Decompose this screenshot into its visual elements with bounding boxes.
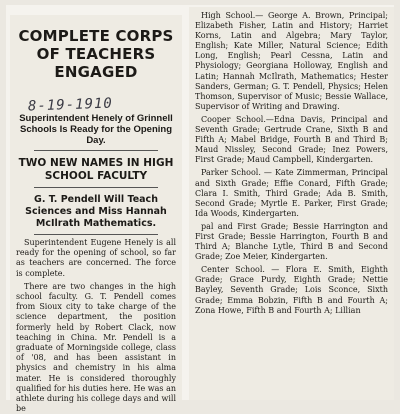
paragraph: Parker School. — Kate Zimmerman, Principal and Sixth Grade; Effie Conard, Fifth Grade; Clara I. Smith, Third Grade; Ada B. Smith, Second Grade; Myrtle E. Parker, First Grade; Ida Woods, Kindergarten.: [195, 168, 388, 218]
headline: COMPLETE CORPS OF TEACHERS ENGAGED: [18, 27, 174, 81]
deck: Superintendent Henely of Grinnell Schools Is Ready for the Opening Day.: [19, 113, 173, 146]
divider: [34, 234, 158, 235]
page-background: [6, 5, 394, 414]
paragraph: High School.— George A. Brown, Principal; Elizabeth Fisher, Latin and History; Harriet Korns, Latin and Algebra; Mary Taylor, English; Kate Miller, Natural Science; Edith Long, English; Pearl Cessna, Latin and Physiology; Georgiana Holloway, English and Latin; Hannah McIlrath, Mathematics; Hester Sanders, German; G. T. Pendell, Physics; Helen Thomson, Supervisor of Music; Bessie Wallace, Supervisor of Writing and Drawing.: [195, 11, 388, 111]
divider: [34, 150, 158, 151]
handwritten-date: 8-19-1910: [27, 95, 114, 115]
paragraph: pal and First Grade; Bessie Harrington and First Grade; Bessie Harrington, Fourth B and Third A; Blanche Lytle, Third B and Second Grade; Zoe Meier, Kindergarten.: [195, 221, 388, 262]
paragraph: Cooper School.—Edna Davis, Principal and Seventh Grade; Gertrude Crane, Sixth B and Fifth A; Mabel Bridge, Fourth B and Third B; Maud Nissley, Second Grade; Inez Powers, First Grade; Maud Campbell, Kindergarten.: [195, 114, 388, 165]
clipping-left: [10, 15, 182, 414]
paragraph: Center School. — Flora E. Smith, Eighth Grade; Grace Purdy, Eighth Grade; Nettie Bayley, Seventh Grade; Lois Sconce, Sixth Grade; Emma Bobzin, Fifth B and Fourth A; Zona Howe, Fifth B and Fourth A; Lillian: [195, 265, 388, 315]
paragraph: Superintendent Eugene Henely is all ready for the opening of school, so far as teachers are concerned. The force is complete.: [16, 238, 176, 278]
subhead-pendell: G. T. Pendell Will Teach Sciences and Miss Hannah McIlrath Mathematics.: [25, 194, 167, 229]
subhead-faculty: TWO NEW NAMES IN HIGH SCHOOL FACULTY: [18, 157, 174, 182]
divider: [34, 187, 158, 188]
paragraph: There are two changes in the high school faculty. G. T. Pendell comes from Sioux city to take charge of the science department, the position formerly held by Robert Clack, now teaching in China. Mr. Pendell is a graduate of Morningside college, class of '08, and has been assistant in physics and chemistry in his alma mater. He is considered thoroughly qualified for his duties here. He was an athlete during his college days and will be: [16, 281, 176, 414]
clipping-right: [189, 7, 394, 400]
